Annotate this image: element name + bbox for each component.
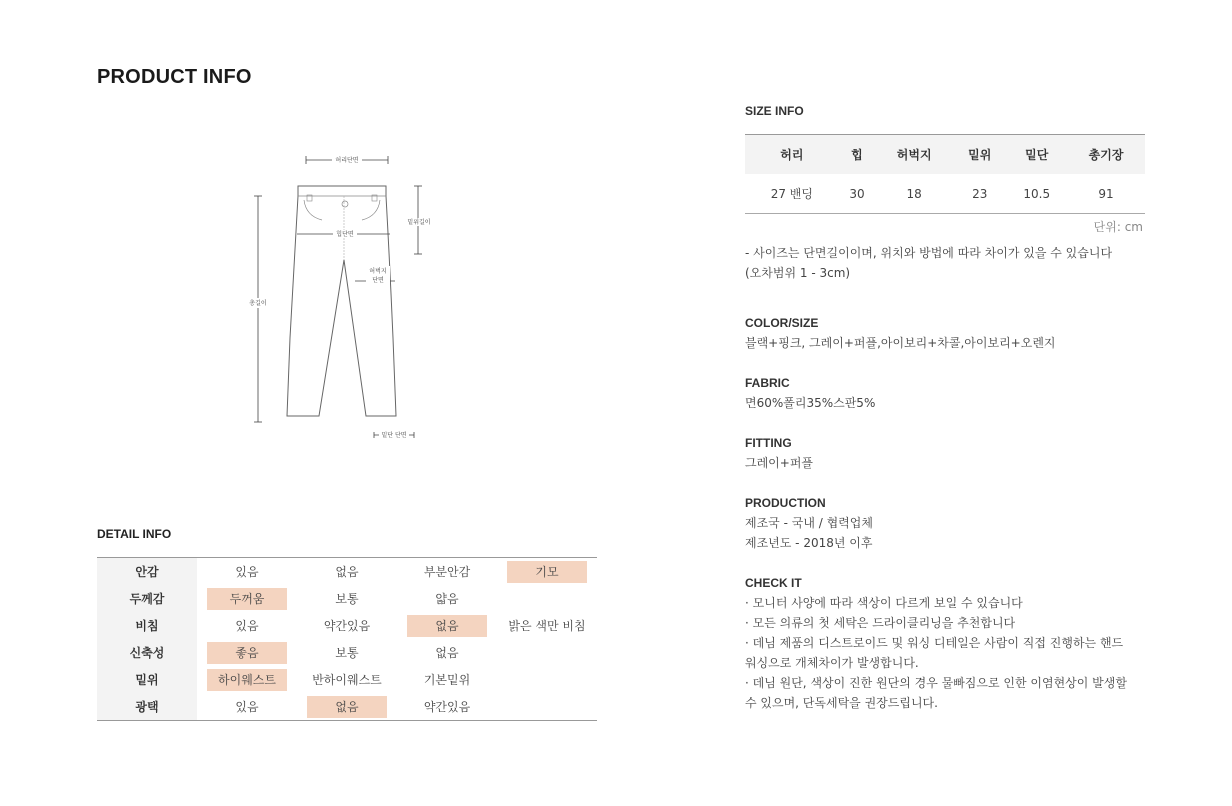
production-heading: PRODUCTION (745, 496, 826, 510)
detail-row (97, 639, 597, 666)
size-cell: 10.5 (1023, 186, 1051, 201)
size-note-line: (오차범위 1 - 3cm) (745, 266, 851, 280)
detail-option-selected: 없음 (307, 696, 387, 718)
size-col-hem: 밑단 (1006, 135, 1067, 175)
size-cell: 30 (849, 186, 865, 201)
detail-row-label: 신축성 (97, 639, 197, 666)
detail-option-cell (397, 561, 497, 583)
check-it-line: · 데님 원단, 색상이 진한 원단의 경우 물빠짐으로 인한 이염현상이 발생할 (745, 676, 1127, 690)
production-line: 제조년도 - 2018년 이후 (745, 536, 873, 550)
detail-row-label: 두께감 (97, 585, 197, 612)
detail-option: 약간있음 (323, 618, 371, 633)
detail-option-cell (197, 588, 297, 610)
fabric-text: 면60%폴리35%스판5% (745, 396, 876, 410)
size-col-waist: 허리 (745, 135, 839, 175)
waist-label: 허리단면 (335, 157, 359, 164)
color-size-text: 블랙+핑크, 그레이+퍼플,아이보리+차콜,아이보리+오렌지 (745, 336, 1056, 350)
detail-row (97, 558, 597, 585)
size-table (745, 134, 1145, 214)
rise-label: 밑위길이 (407, 219, 431, 226)
detail-option (507, 642, 587, 664)
fitting-heading: FITTING (745, 436, 792, 450)
size-header-row (745, 135, 1145, 175)
size-col-thigh: 허벅지 (875, 135, 953, 175)
detail-row-label: 비침 (97, 612, 197, 639)
size-unit: 단위: cm (1093, 220, 1143, 234)
detail-row (97, 666, 597, 693)
detail-option-cell (297, 588, 397, 610)
detail-option: 밝은 색만 비침 (508, 618, 586, 633)
detail-option (507, 696, 587, 718)
check-it-heading: CHECK IT (745, 576, 802, 590)
detail-option-cell (297, 696, 397, 718)
detail-option: 기본밑위 (423, 672, 471, 687)
check-it-line: · 모든 의류의 첫 세탁은 드라이클리닝을 추천합니다 (745, 616, 1016, 630)
detail-option-cell (297, 669, 397, 691)
check-it-line: 워싱으로 개체차이가 발생합니다. (745, 656, 919, 670)
detail-option-cell (497, 696, 597, 718)
hem-label: 밑단 단면 (381, 432, 407, 439)
size-info-heading: SIZE INFO (745, 104, 804, 118)
detail-option: 없음 (435, 645, 459, 660)
size-row (745, 174, 1145, 214)
detail-option-cell (497, 669, 597, 691)
detail-option-selected: 없음 (407, 615, 487, 637)
detail-info-heading: DETAIL INFO (97, 527, 172, 541)
detail-info-table (97, 557, 597, 721)
detail-option-cell (397, 642, 497, 664)
detail-option: 보통 (335, 645, 359, 660)
size-col-length: 총기장 (1067, 135, 1145, 175)
detail-option-cell (397, 615, 497, 637)
fitting-text: 그레이+퍼플 (745, 456, 814, 470)
check-it-line: 수 있으며, 단독세탁을 권장드립니다. (745, 696, 938, 710)
detail-option (507, 669, 587, 691)
detail-option-cell (397, 696, 497, 718)
detail-option-cell (197, 669, 297, 691)
thigh-label-line1: 허벅지 (369, 268, 387, 275)
check-it-line: · 모니터 사양에 따라 색상이 다르게 보일 수 있습니다 (745, 596, 1023, 610)
size-cell: 91 (1098, 186, 1114, 201)
color-size-heading: COLOR/SIZE (745, 316, 819, 330)
detail-option-selected: 좋음 (207, 642, 287, 664)
detail-option-selected: 하이웨스트 (207, 669, 287, 691)
detail-option: 있음 (235, 699, 259, 714)
size-cell: 18 (906, 186, 922, 201)
detail-option: 반하이웨스트 (312, 672, 382, 687)
detail-option-cell (497, 588, 597, 610)
size-cell: 23 (972, 186, 988, 201)
detail-option-cell (297, 615, 397, 637)
size-col-rise: 밑위 (953, 135, 1006, 175)
size-cell: 27 밴딩 (770, 187, 813, 201)
detail-row (97, 585, 597, 612)
detail-row (97, 693, 597, 720)
detail-option: 약간있음 (423, 699, 471, 714)
detail-option: 얇음 (435, 591, 459, 606)
detail-row-label: 안감 (97, 558, 197, 585)
detail-option-cell (297, 642, 397, 664)
detail-option-cell (197, 561, 297, 583)
thigh-label-line2: 단면 (372, 277, 384, 284)
detail-option-cell (297, 561, 397, 583)
detail-option: 있음 (235, 618, 259, 633)
length-label: 총길이 (249, 300, 267, 307)
page-title: PRODUCT INFO (97, 66, 252, 88)
detail-option-cell (397, 588, 497, 610)
detail-option-cell (497, 642, 597, 664)
detail-option-cell (497, 615, 597, 637)
detail-row-label: 밑위 (97, 666, 197, 693)
detail-option-cell (197, 642, 297, 664)
detail-option-cell (397, 669, 497, 691)
size-note-line: - 사이즈는 단면길이이며, 위치와 방법에 따라 차이가 있을 수 있습니다 (745, 246, 1113, 260)
production-text (745, 513, 1155, 553)
detail-option (507, 588, 587, 610)
fabric-heading: FABRIC (745, 376, 790, 390)
detail-row-label: 광택 (97, 693, 197, 720)
production-line: 제조국 - 국내 / 협력업체 (745, 516, 873, 530)
check-it-line: · 데님 제품의 디스트로이드 및 워싱 디테일은 사람이 직접 진행하는 핸드 (745, 636, 1124, 650)
detail-option: 부분안감 (423, 564, 471, 579)
detail-option: 보통 (335, 591, 359, 606)
detail-option-selected: 기모 (507, 561, 587, 583)
detail-option-selected: 두꺼움 (207, 588, 287, 610)
detail-option: 있음 (235, 564, 259, 579)
hip-label: 힙단면 (336, 231, 354, 238)
check-it-list (745, 593, 1155, 713)
detail-row (97, 612, 597, 639)
pants-measurement-diagram (240, 148, 440, 448)
detail-option-cell (497, 561, 597, 583)
size-note (745, 243, 1155, 283)
detail-option-cell (197, 696, 297, 718)
size-col-hip: 힙 (839, 135, 876, 175)
detail-option-cell (197, 615, 297, 637)
pants-illustration (240, 148, 440, 448)
detail-option: 없음 (335, 564, 359, 579)
